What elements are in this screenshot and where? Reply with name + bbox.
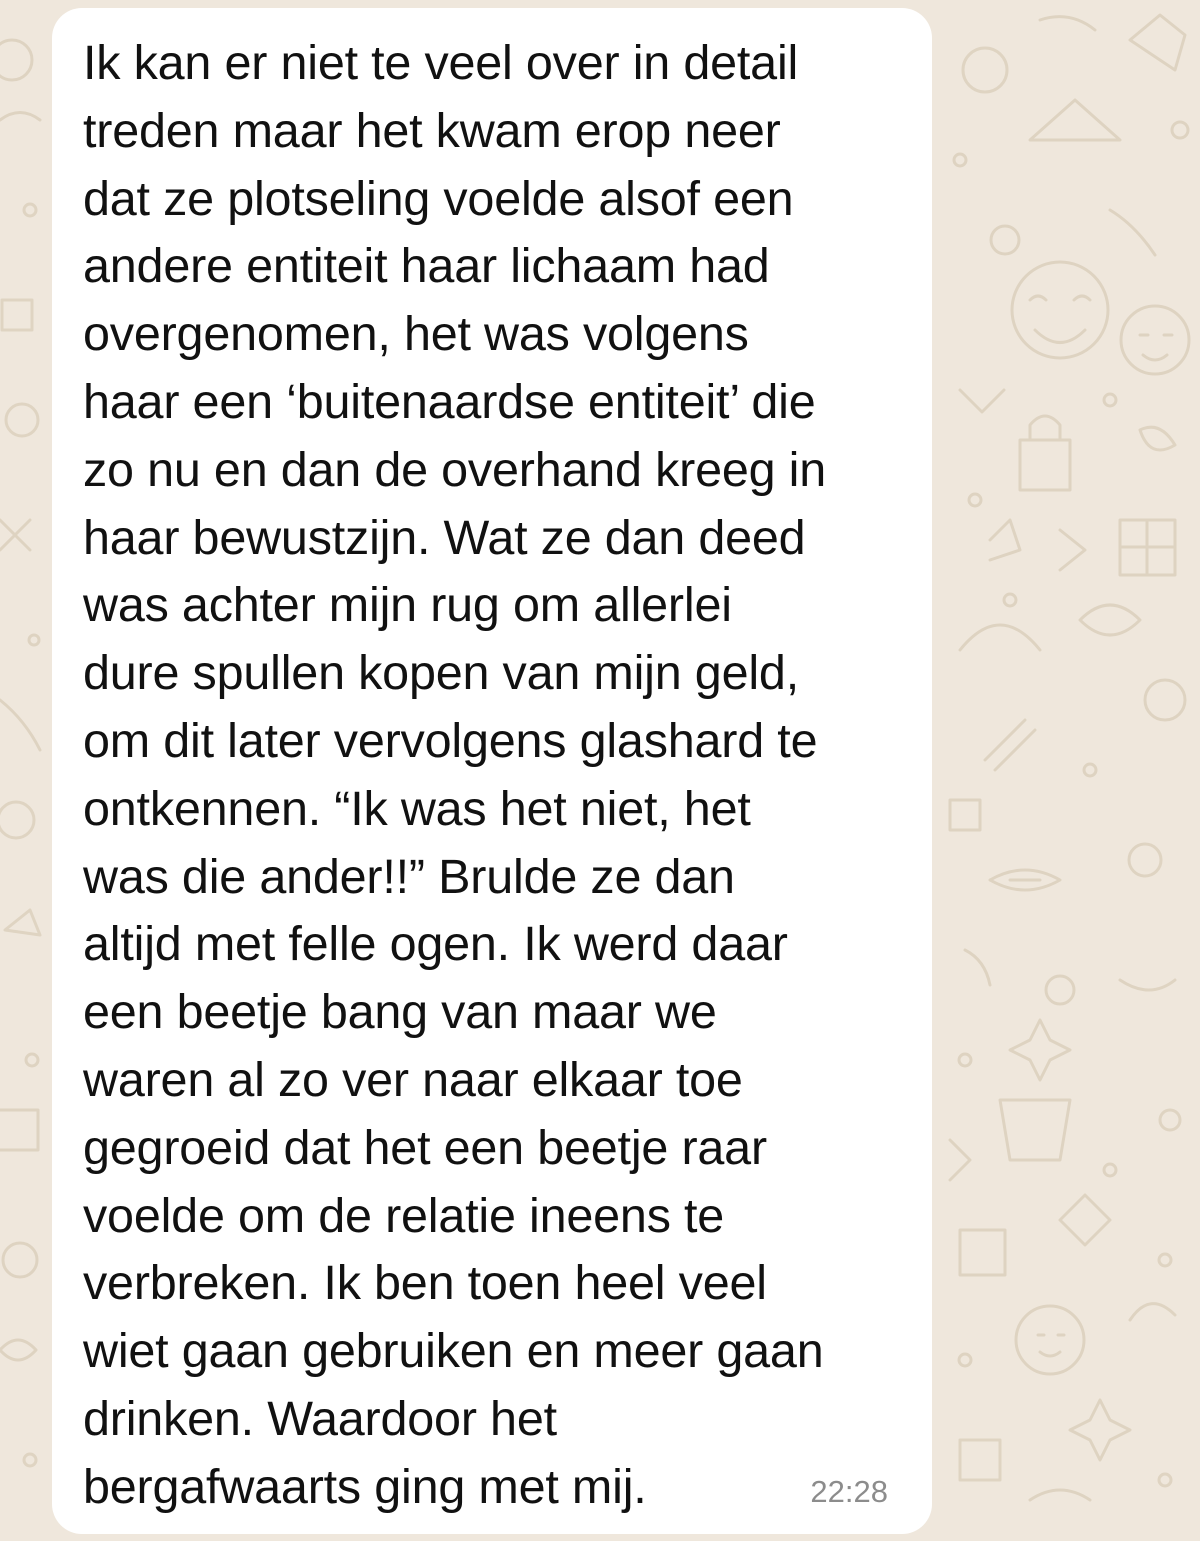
message-line: haar een ‘buitenaardse entiteit’ die (83, 374, 816, 429)
message-line: verbreken. Ik ben toen heel veel (83, 1256, 767, 1311)
message-line: om dit later vervolgens glashard te (83, 713, 818, 768)
message-line: zo nu en dan de overhand kreeg in (83, 442, 827, 497)
message-line: wiet gaan gebruiken en meer gaan (83, 1324, 824, 1379)
message-line: drinken. Waardoor het (83, 1391, 557, 1446)
message-line: was achter mijn rug om allerlei (83, 578, 732, 633)
message-line: waren al zo ver naar elkaar toe (83, 1052, 743, 1107)
message-line: dat ze plotseling voelde alsof een (83, 171, 794, 226)
message-line: altijd met felle ogen. Ik werd daar (83, 917, 788, 972)
message-timestamp: 22:28 (810, 1474, 888, 1509)
message-line: overgenomen, het was volgens (83, 307, 749, 362)
message-line: treden maar het kwam erop neer (83, 103, 781, 158)
message-line: gegroeid dat het een beetje raar (83, 1120, 767, 1175)
message-line: ontkennen. “Ik was het niet, het (83, 781, 751, 836)
message-line: haar bewustzijn. Wat ze dan deed (83, 510, 806, 565)
message-bubble[interactable] (52, 8, 932, 1534)
message-line: andere entiteit haar lichaam had (83, 239, 770, 294)
message-line: bergafwaarts ging met mij. (83, 1459, 647, 1514)
message-line: dure spullen kopen van mijn geld, (83, 646, 799, 701)
message-line: voelde om de relatie ineens te (83, 1188, 725, 1243)
message-line: was die ander!!” Brulde ze dan (83, 849, 735, 904)
message-text (83, 30, 928, 1522)
message-line: een beetje bang van maar we (83, 985, 717, 1040)
message-line: Ik kan er niet te veel over in detail (83, 36, 799, 90)
